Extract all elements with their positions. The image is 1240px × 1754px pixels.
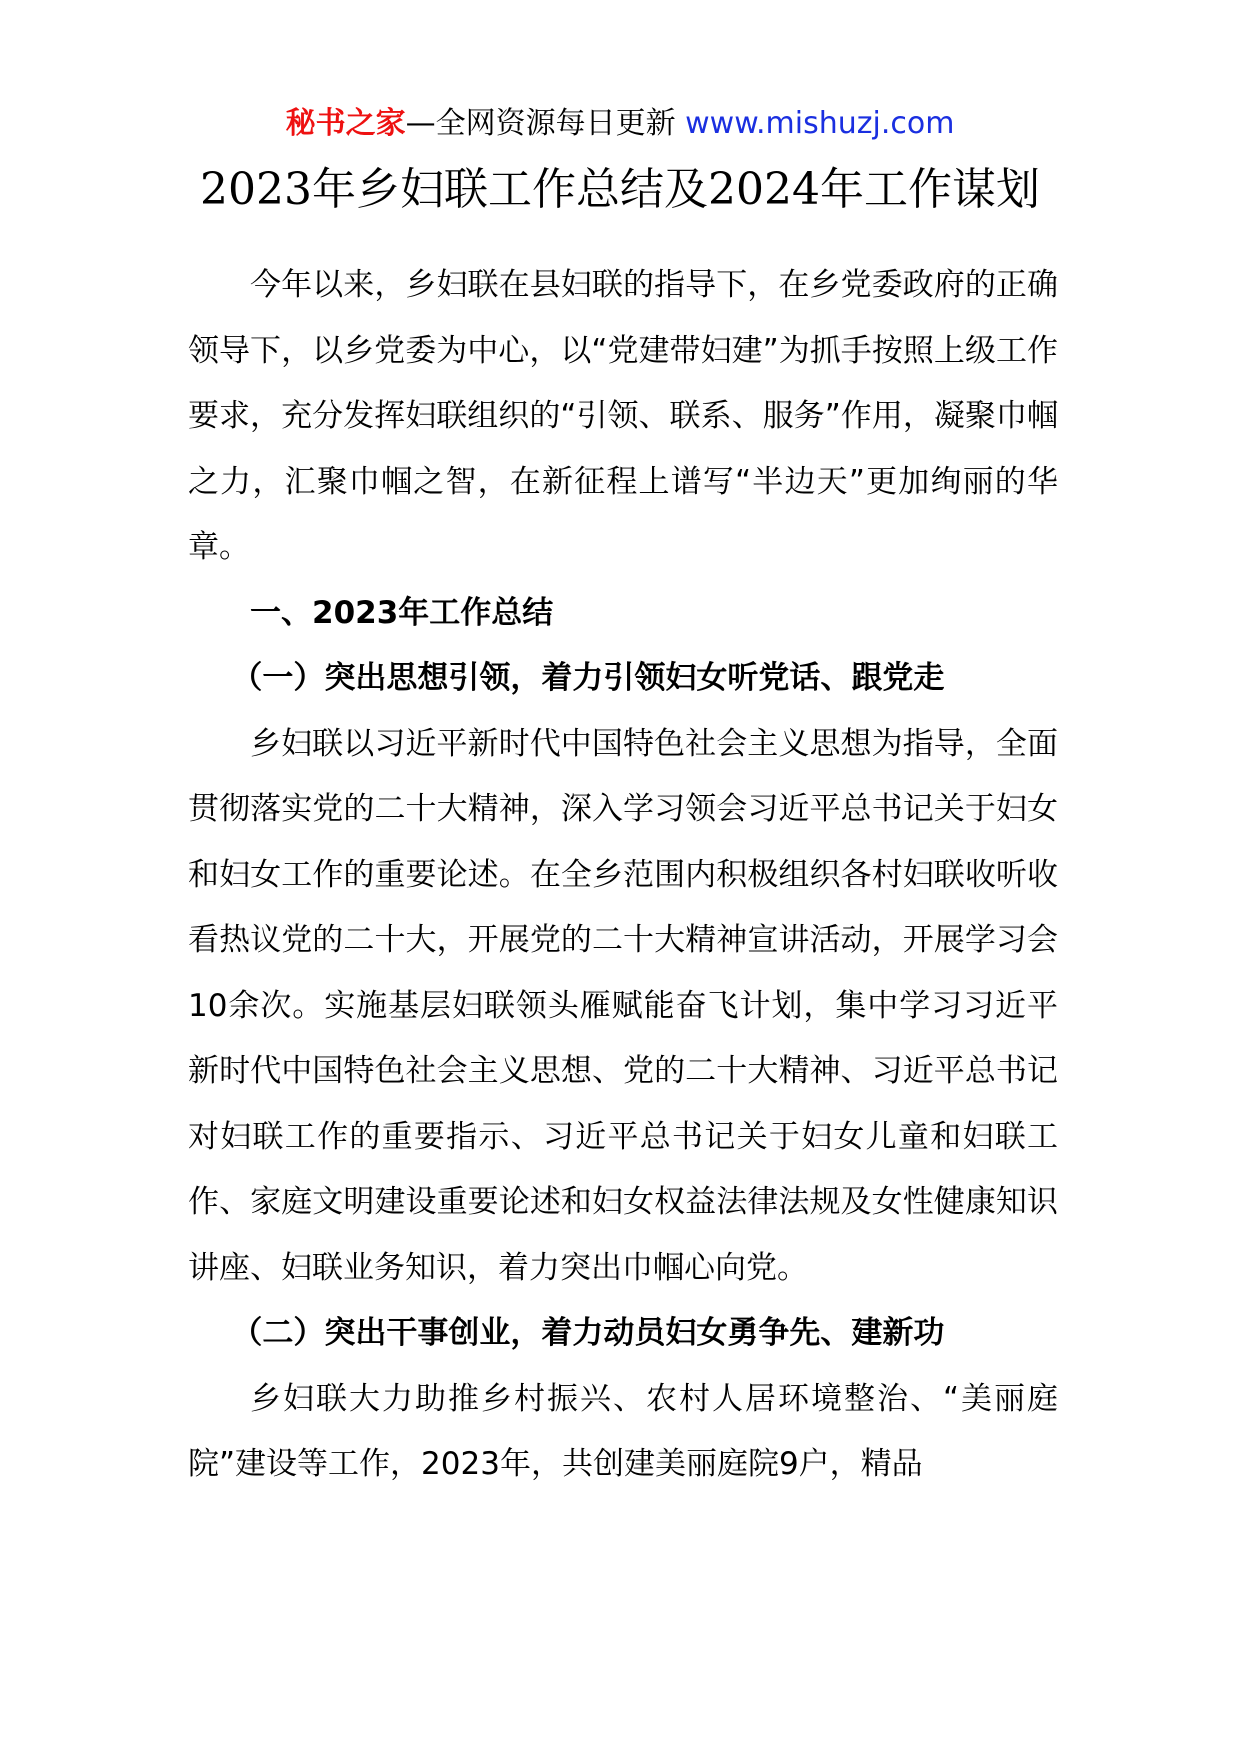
section-heading-1: 一、2023年工作总结 — [250, 594, 554, 631]
brand-name: 秘书之家 — [285, 106, 406, 141]
subsection-paragraph-1: 乡妇联以习近平新时代中国特色社会主义思想为指导，全面贯彻落实党的二十大精神，深入学习领会习近平总书记关于妇女和妇女工作的重要论述。在全乡范围内积极组织各村妇联收听收看热议党的二十大，开展党的二十大精神宣讲活动，开展学习会10余次。实施基层妇联领头雁赋能奋飞计划，集中学习习近平新时代中国特色社会主义思想、党的二十大精神、习近平总书记对妇联工作的重要指示、习近平总书记关于妇女儿童和妇联工作、家庭文明建设重要论述和妇女权益法律法规及女性健康知识讲座、妇联业务知识，着力突出巾帼心向党。 — [188, 725, 1058, 1286]
site-banner — [0, 100, 1240, 148]
intro-paragraph: 今年以来，乡妇联在县妇联的指导下，在乡党委政府的正确领导下，以乡党委为中心，以“党建带妇建”为抓手按照上级工作要求，充分发挥妇联组织的“引领、联系、服务”作用，凝聚巾帼之力，汇聚巾帼之智，在新征程上谱写“半边天”更加绚丽的华章。 — [188, 267, 1058, 565]
document-title: 2023年乡妇联工作总结及2024年工作谋划 — [200, 164, 1040, 215]
subsection-paragraph-2: 乡妇联大力助推乡村振兴、农村人居环境整治、“美丽庭院”建设等工作，2023年，共创建美丽庭院9户，精品 — [188, 1380, 1058, 1482]
subsection-heading-2: （二）突出干事创业，着力动员妇女勇争先、建新功 — [231, 1315, 945, 1351]
subsection-heading-1: （一）突出思想引领，着力引领妇女听党话、跟党走 — [231, 660, 945, 696]
banner-tagline: —全网资源每日更新 — [405, 106, 686, 141]
site-url: www.mishuzj.com — [685, 106, 955, 141]
document-body — [188, 253, 1058, 1498]
